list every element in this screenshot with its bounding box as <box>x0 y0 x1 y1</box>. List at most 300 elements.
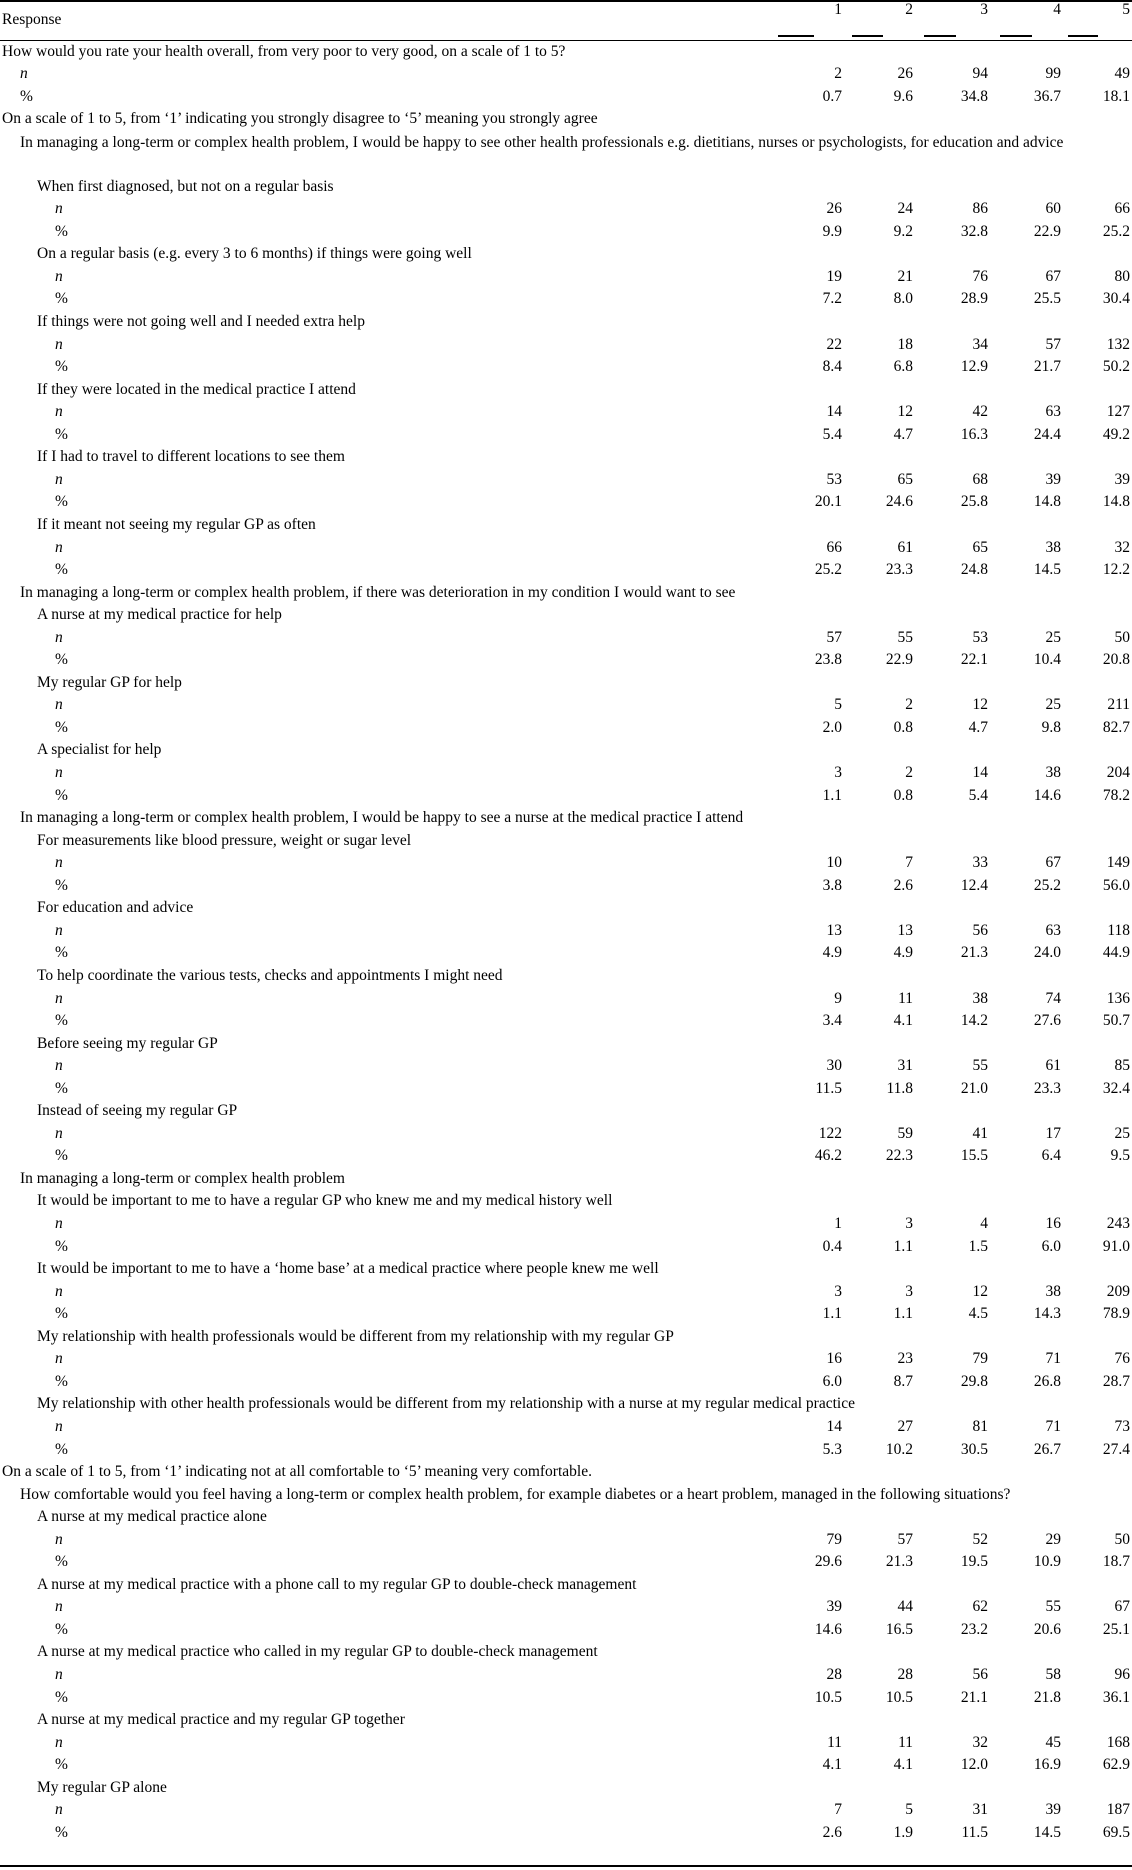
question-text: My regular GP alone <box>37 1778 167 1796</box>
cell-response-3: 25.8 <box>960 493 988 511</box>
count-label: n <box>55 1801 63 1819</box>
cell-response-5: 25 <box>1114 1124 1130 1142</box>
cell-response-5: 39 <box>1114 470 1130 488</box>
percent-label: % <box>55 1756 68 1774</box>
question-text: It would be important to me to have a regular GP who knew me and my medical history well <box>37 1192 613 1210</box>
question-text: In managing a long-term or complex health problem, if there was deterioration in my condition I would want to see <box>20 583 736 601</box>
question-row <box>0 807 1132 830</box>
question-row <box>0 311 1132 334</box>
cell-response-1: 11 <box>827 1733 842 1751</box>
cell-response-4: 6.0 <box>1041 1237 1061 1255</box>
question-text: Before seeing my regular GP <box>37 1034 218 1052</box>
cell-response-4: 99 <box>1045 65 1061 83</box>
percent-row <box>0 1078 1132 1101</box>
cell-response-1: 8.4 <box>822 358 842 376</box>
cell-response-4: 6.4 <box>1041 1147 1061 1165</box>
cell-response-5: 36.1 <box>1102 1688 1130 1706</box>
question-text: A nurse at my medical practice for help <box>37 606 282 624</box>
cell-response-5: 127 <box>1106 403 1130 421</box>
cell-response-1: 9.9 <box>822 222 842 240</box>
cell-response-1: 13 <box>826 921 842 939</box>
cell-response-2: 1.1 <box>893 1237 913 1255</box>
cell-response-5: 32.4 <box>1102 1079 1130 1097</box>
cell-response-1: 25.2 <box>814 561 842 579</box>
count-row <box>0 694 1132 717</box>
question-row <box>0 1393 1132 1416</box>
question-text: To help coordinate the various tests, checks and appointments I might need <box>37 966 503 984</box>
cell-response-4: 10.4 <box>1033 651 1061 669</box>
cell-response-4: 55 <box>1045 1598 1061 1616</box>
cell-response-3: 53 <box>972 628 988 646</box>
cell-response-2: 61 <box>897 538 913 556</box>
cell-response-3: 32 <box>972 1733 988 1751</box>
count-row <box>0 988 1132 1011</box>
question-row <box>0 1100 1132 1123</box>
cell-response-1: 79 <box>826 1530 842 1548</box>
cell-response-3: 32.8 <box>960 222 988 240</box>
cell-response-5: 76 <box>1114 1350 1130 1368</box>
cell-response-5: 30.4 <box>1102 290 1130 308</box>
question-row <box>0 830 1132 853</box>
question-text: If they were located in the medical practice I attend <box>37 380 356 398</box>
cell-response-5: 243 <box>1106 1215 1130 1232</box>
percent-label: % <box>55 358 68 376</box>
cell-response-4: 57 <box>1045 335 1061 353</box>
cell-response-2: 0.8 <box>893 786 913 804</box>
cell-response-5: 25.1 <box>1102 1620 1130 1638</box>
cell-response-3: 65 <box>972 538 988 556</box>
question-row <box>0 1574 1132 1597</box>
question-text: How would you rate your health overall, from very poor to very good, on a scale of 1 to 5? <box>2 42 566 60</box>
cell-response-1: 23.8 <box>814 651 842 669</box>
percent-row <box>0 875 1132 898</box>
column-header-5: 5 <box>1122 1 1130 18</box>
cell-response-4: 26.7 <box>1033 1440 1061 1458</box>
count-row <box>0 401 1132 424</box>
cell-response-3: 22.1 <box>960 651 988 669</box>
percent-row <box>0 356 1132 379</box>
cell-response-4: 10.9 <box>1033 1553 1061 1571</box>
question-text: In managing a long-term or complex health problem, I would be happy to see other health professionals e.g. dietitians, nurses or psychologists, for education and advice <box>20 133 1064 151</box>
cell-response-3: 23.2 <box>960 1620 988 1638</box>
cell-response-2: 5 <box>905 1801 913 1819</box>
cell-response-1: 53 <box>826 470 842 488</box>
cell-response-1: 39 <box>826 1598 842 1616</box>
cell-response-3: 33 <box>972 854 988 872</box>
cell-response-3: 29.8 <box>960 1372 988 1390</box>
cell-response-5: 50 <box>1114 1530 1130 1548</box>
count-row <box>0 1799 1132 1822</box>
cell-response-4: 14.5 <box>1033 561 1061 579</box>
cell-response-5: 18.7 <box>1102 1553 1130 1571</box>
cell-response-4: 20.6 <box>1033 1620 1061 1638</box>
percent-row <box>0 86 1132 109</box>
cell-response-5: 78.9 <box>1102 1305 1130 1323</box>
question-text: A nurse at my medical practice with a phone call to my regular GP to double-check management <box>37 1575 637 1593</box>
cell-response-1: 122 <box>818 1124 842 1142</box>
cell-response-4: 22.9 <box>1033 222 1061 240</box>
question-row <box>0 379 1132 402</box>
cell-response-5: 50.7 <box>1102 1012 1130 1030</box>
percent-label: % <box>55 425 68 443</box>
column-header-response: Response <box>2 11 62 28</box>
cell-response-3: 68 <box>972 470 988 488</box>
percent-row <box>0 1439 1132 1462</box>
count-row <box>0 1529 1132 1552</box>
cell-response-2: 59 <box>897 1124 913 1142</box>
question-text: A nurse at my medical practice who called in my regular GP to double-check management <box>37 1643 598 1661</box>
cell-response-5: 85 <box>1114 1057 1130 1075</box>
cell-response-2: 0.8 <box>893 718 913 736</box>
count-label: n <box>55 1215 63 1232</box>
cell-response-2: 12 <box>897 403 913 421</box>
cell-response-2: 10.5 <box>885 1688 913 1706</box>
count-label: n <box>55 1057 63 1075</box>
cell-response-4: 21.7 <box>1033 358 1061 376</box>
cell-response-3: 14 <box>972 764 988 781</box>
cell-response-1: 14.6 <box>814 1620 842 1638</box>
cell-response-4: 25.5 <box>1033 290 1061 308</box>
column-rule-4 <box>1000 35 1032 37</box>
cell-response-1: 57 <box>826 628 842 646</box>
cell-response-3: 42 <box>972 403 988 421</box>
count-row <box>0 1281 1132 1304</box>
percent-row <box>0 424 1132 447</box>
percent-row <box>0 1619 1132 1642</box>
cell-response-1: 2.0 <box>822 718 842 736</box>
count-label: n <box>55 200 63 218</box>
percent-row <box>0 221 1132 244</box>
cell-response-4: 25 <box>1045 628 1061 646</box>
cell-response-4: 14.8 <box>1033 493 1061 511</box>
cell-response-2: 11 <box>898 989 913 1007</box>
cell-response-3: 79 <box>972 1350 988 1368</box>
question-text: On a scale of 1 to 5, from ‘1’ indicating not at all comfortable to ‘5’ meaning very comfortable. <box>2 1463 592 1481</box>
cell-response-1: 1 <box>834 1215 842 1232</box>
cell-response-4: 58 <box>1045 1666 1061 1683</box>
percent-row <box>0 1010 1132 1033</box>
question-text: A nurse at my medical practice and my regular GP together <box>37 1711 405 1729</box>
cell-response-3: 11.5 <box>961 1823 988 1841</box>
cell-response-4: 26.8 <box>1033 1372 1061 1390</box>
question-text: My regular GP for help <box>37 673 182 691</box>
cell-response-3: 15.5 <box>960 1147 988 1165</box>
count-label: n <box>55 1417 63 1435</box>
cell-response-4: 71 <box>1045 1350 1061 1368</box>
cell-response-2: 57 <box>897 1530 913 1548</box>
count-row <box>0 1055 1132 1078</box>
cell-response-1: 1.1 <box>822 1305 842 1323</box>
cell-response-1: 10 <box>826 854 842 872</box>
cell-response-2: 3 <box>905 1215 913 1232</box>
count-label: n <box>55 696 63 714</box>
cell-response-3: 38 <box>972 989 988 1007</box>
question-row <box>0 1326 1132 1349</box>
percent-row <box>0 1145 1132 1168</box>
cell-response-5: 136 <box>1106 989 1130 1007</box>
cell-response-1: 14 <box>826 403 842 421</box>
percent-label: % <box>55 222 68 240</box>
cell-response-1: 20.1 <box>814 493 842 511</box>
column-rule-1 <box>778 35 814 37</box>
cell-response-5: 211 <box>1107 696 1130 714</box>
cell-response-2: 9.6 <box>893 87 913 105</box>
cell-response-3: 12.9 <box>960 358 988 376</box>
cell-response-2: 7 <box>905 854 913 872</box>
cell-response-2: 11.8 <box>886 1079 913 1097</box>
question-row <box>0 739 1132 762</box>
column-rule-5 <box>1068 35 1098 37</box>
question-row <box>0 1709 1132 1732</box>
count-label: n <box>55 538 63 556</box>
cell-response-4: 21.8 <box>1033 1688 1061 1706</box>
cell-response-1: 7 <box>834 1801 842 1819</box>
cell-response-2: 8.7 <box>893 1372 913 1390</box>
cell-response-1: 3 <box>834 1282 842 1300</box>
cell-response-5: 209 <box>1106 1282 1130 1300</box>
cell-response-2: 26 <box>897 65 913 83</box>
cell-response-5: 12.2 <box>1102 561 1130 579</box>
cell-response-2: 23.3 <box>885 561 913 579</box>
cell-response-2: 28 <box>897 1666 913 1683</box>
percent-row <box>0 288 1132 311</box>
count-row <box>0 63 1132 86</box>
count-row <box>0 762 1132 785</box>
cell-response-2: 9.2 <box>893 222 913 240</box>
cell-response-2: 1.1 <box>893 1305 913 1323</box>
question-text: Instead of seeing my regular GP <box>37 1102 238 1120</box>
cell-response-3: 34 <box>972 335 988 353</box>
cell-response-4: 63 <box>1045 403 1061 421</box>
question-row <box>0 1033 1132 1056</box>
percent-label: % <box>55 1305 68 1323</box>
percent-label: % <box>55 1620 68 1638</box>
percent-row <box>0 1303 1132 1326</box>
question-text: On a scale of 1 to 5, from ‘1’ indicating you strongly disagree to ‘5’ meaning you strongly agree <box>2 110 598 128</box>
percent-label: % <box>55 290 68 308</box>
question-row <box>0 514 1132 537</box>
cell-response-2: 2.6 <box>893 876 913 894</box>
percent-label: % <box>20 87 33 105</box>
question-text: How comfortable would you feel having a long-term or complex health problem, for example diabetes or a heart problem, managed in the following situations? <box>20 1485 1011 1503</box>
cell-response-5: 168 <box>1106 1733 1130 1751</box>
cell-response-3: 55 <box>972 1057 988 1075</box>
cell-response-1: 14 <box>826 1417 842 1435</box>
cell-response-4: 71 <box>1045 1417 1061 1435</box>
question-row <box>0 1461 1132 1484</box>
cell-response-4: 38 <box>1045 764 1061 781</box>
cell-response-1: 0.7 <box>822 87 842 105</box>
count-label: n <box>55 267 63 285</box>
cell-response-4: 38 <box>1045 1282 1061 1300</box>
cell-response-2: 23 <box>897 1350 913 1368</box>
percent-label: % <box>55 1147 68 1165</box>
column-rule-3 <box>924 35 956 37</box>
cell-response-2: 55 <box>897 628 913 646</box>
cell-response-3: 81 <box>972 1417 988 1435</box>
cell-response-2: 21 <box>897 267 913 285</box>
cell-response-1: 9 <box>834 989 842 1007</box>
cell-response-2: 18 <box>897 335 913 353</box>
cell-response-2: 22.3 <box>885 1147 913 1165</box>
cell-response-4: 14.3 <box>1033 1305 1061 1323</box>
question-text: If it meant not seeing my regular GP as often <box>37 515 316 533</box>
table-bottom-rule <box>0 1865 1132 1867</box>
cell-response-1: 22 <box>826 335 842 353</box>
count-row <box>0 334 1132 357</box>
cell-response-3: 5.4 <box>968 786 988 804</box>
percent-label: % <box>55 1372 68 1390</box>
cell-response-2: 4.9 <box>893 944 913 962</box>
question-row <box>0 672 1132 695</box>
percent-row <box>0 1687 1132 1710</box>
percent-row <box>0 1754 1132 1777</box>
cell-response-1: 66 <box>826 538 842 556</box>
percent-label: % <box>55 1237 68 1255</box>
cell-response-1: 3 <box>834 764 842 781</box>
cell-response-3: 12 <box>972 1282 988 1300</box>
cell-response-3: 12.4 <box>960 876 988 894</box>
percent-row <box>0 1822 1132 1845</box>
cell-response-2: 13 <box>897 921 913 939</box>
question-text: On a regular basis (e.g. every 3 to 6 months) if things were going well <box>37 245 472 263</box>
cell-response-4: 24.0 <box>1033 944 1061 962</box>
percent-row <box>0 1551 1132 1574</box>
percent-row <box>0 717 1132 740</box>
cell-response-2: 44 <box>897 1598 913 1616</box>
question-row <box>0 897 1132 920</box>
cell-response-4: 25 <box>1045 696 1061 714</box>
cell-response-1: 10.5 <box>814 1688 842 1706</box>
count-label: n <box>55 989 63 1007</box>
percent-label: % <box>55 944 68 962</box>
count-label: n <box>55 1530 63 1548</box>
count-row <box>0 198 1132 221</box>
cell-response-3: 94 <box>972 65 988 83</box>
percent-label: % <box>55 561 68 579</box>
cell-response-2: 22.9 <box>885 651 913 669</box>
cell-response-2: 16.5 <box>885 1620 913 1638</box>
cell-response-1: 30 <box>826 1057 842 1075</box>
cell-response-5: 204 <box>1106 764 1130 781</box>
cell-response-2: 65 <box>897 470 913 488</box>
cell-response-4: 74 <box>1045 989 1061 1007</box>
cell-response-2: 4.1 <box>893 1756 913 1774</box>
cell-response-3: 12 <box>972 696 988 714</box>
cell-response-1: 46.2 <box>814 1147 842 1165</box>
cell-response-2: 4.7 <box>893 425 913 443</box>
cell-response-1: 26 <box>826 200 842 218</box>
cell-response-2: 24 <box>897 200 913 218</box>
cell-response-4: 39 <box>1045 470 1061 488</box>
cell-response-5: 118 <box>1107 921 1130 939</box>
count-row <box>0 1123 1132 1146</box>
percent-label: % <box>55 1688 68 1706</box>
cell-response-5: 66 <box>1114 200 1130 218</box>
count-row <box>0 1213 1132 1236</box>
count-label: n <box>55 1282 63 1300</box>
cell-response-1: 3.4 <box>822 1012 842 1030</box>
percent-label: % <box>55 1553 68 1571</box>
cell-response-5: 73 <box>1114 1417 1130 1435</box>
cell-response-4: 45 <box>1045 1733 1061 1751</box>
cell-response-2: 2 <box>905 764 913 781</box>
cell-response-2: 10.2 <box>885 1440 913 1458</box>
cell-response-5: 50.2 <box>1102 358 1130 376</box>
cell-response-1: 2 <box>834 65 842 83</box>
percent-row <box>0 559 1132 582</box>
cell-response-3: 21.0 <box>960 1079 988 1097</box>
count-row <box>0 852 1132 875</box>
cell-response-4: 24.4 <box>1033 425 1061 443</box>
cell-response-2: 6.8 <box>893 358 913 376</box>
cell-response-1: 5.3 <box>822 1440 842 1458</box>
cell-response-3: 14.2 <box>960 1012 988 1030</box>
count-label: n <box>55 628 63 646</box>
cell-response-4: 60 <box>1045 200 1061 218</box>
question-text: If things were not going well and I needed extra help <box>37 313 365 330</box>
cell-response-4: 36.7 <box>1033 87 1061 105</box>
cell-response-1: 28 <box>826 1666 842 1683</box>
cell-response-3: 41 <box>972 1124 988 1142</box>
cell-response-1: 1.1 <box>822 786 842 804</box>
percent-label: % <box>55 718 68 736</box>
cell-response-4: 29 <box>1045 1530 1061 1548</box>
percent-label: % <box>55 876 68 894</box>
count-row <box>0 627 1132 650</box>
count-label: n <box>55 403 63 421</box>
cell-response-3: 12.0 <box>960 1756 988 1774</box>
column-rule-2 <box>852 35 883 37</box>
cell-response-5: 32 <box>1114 538 1130 556</box>
cell-response-2: 27 <box>897 1417 913 1435</box>
question-row <box>0 176 1132 199</box>
cell-response-3: 76 <box>972 267 988 285</box>
cell-response-5: 20.8 <box>1102 651 1130 669</box>
cell-response-5: 149 <box>1106 854 1130 872</box>
cell-response-5: 25.2 <box>1102 222 1130 240</box>
count-row <box>0 1416 1132 1439</box>
percent-label: % <box>55 786 68 804</box>
count-label: n <box>20 65 28 83</box>
cell-response-5: 91.0 <box>1102 1237 1130 1255</box>
cell-response-5: 27.4 <box>1102 1440 1130 1458</box>
cell-response-3: 30.5 <box>960 1440 988 1458</box>
cell-response-4: 9.8 <box>1041 718 1061 736</box>
percent-row <box>0 1371 1132 1394</box>
question-row <box>0 1777 1132 1800</box>
cell-response-4: 16.9 <box>1033 1756 1061 1774</box>
question-text: A specialist for help <box>37 741 162 759</box>
count-row <box>0 537 1132 560</box>
question-text: For education and advice <box>37 899 194 917</box>
question-row <box>0 108 1132 131</box>
question-row <box>0 1484 1132 1507</box>
cell-response-1: 7.2 <box>822 290 842 308</box>
cell-response-4: 25.2 <box>1033 876 1061 894</box>
percent-label: % <box>55 651 68 669</box>
cell-response-3: 4 <box>980 1215 988 1232</box>
cell-response-2: 4.1 <box>893 1012 913 1030</box>
cell-response-2: 21.3 <box>885 1553 913 1571</box>
cell-response-4: 17 <box>1045 1124 1061 1142</box>
count-row <box>0 1664 1132 1687</box>
question-row <box>0 446 1132 469</box>
cell-response-4: 38 <box>1045 538 1061 556</box>
question-text: My relationship with other health professionals would be different from my relationship with a nurse at my regular medical practice <box>37 1395 855 1413</box>
cell-response-3: 4.7 <box>968 718 988 736</box>
cell-response-3: 16.3 <box>960 425 988 443</box>
